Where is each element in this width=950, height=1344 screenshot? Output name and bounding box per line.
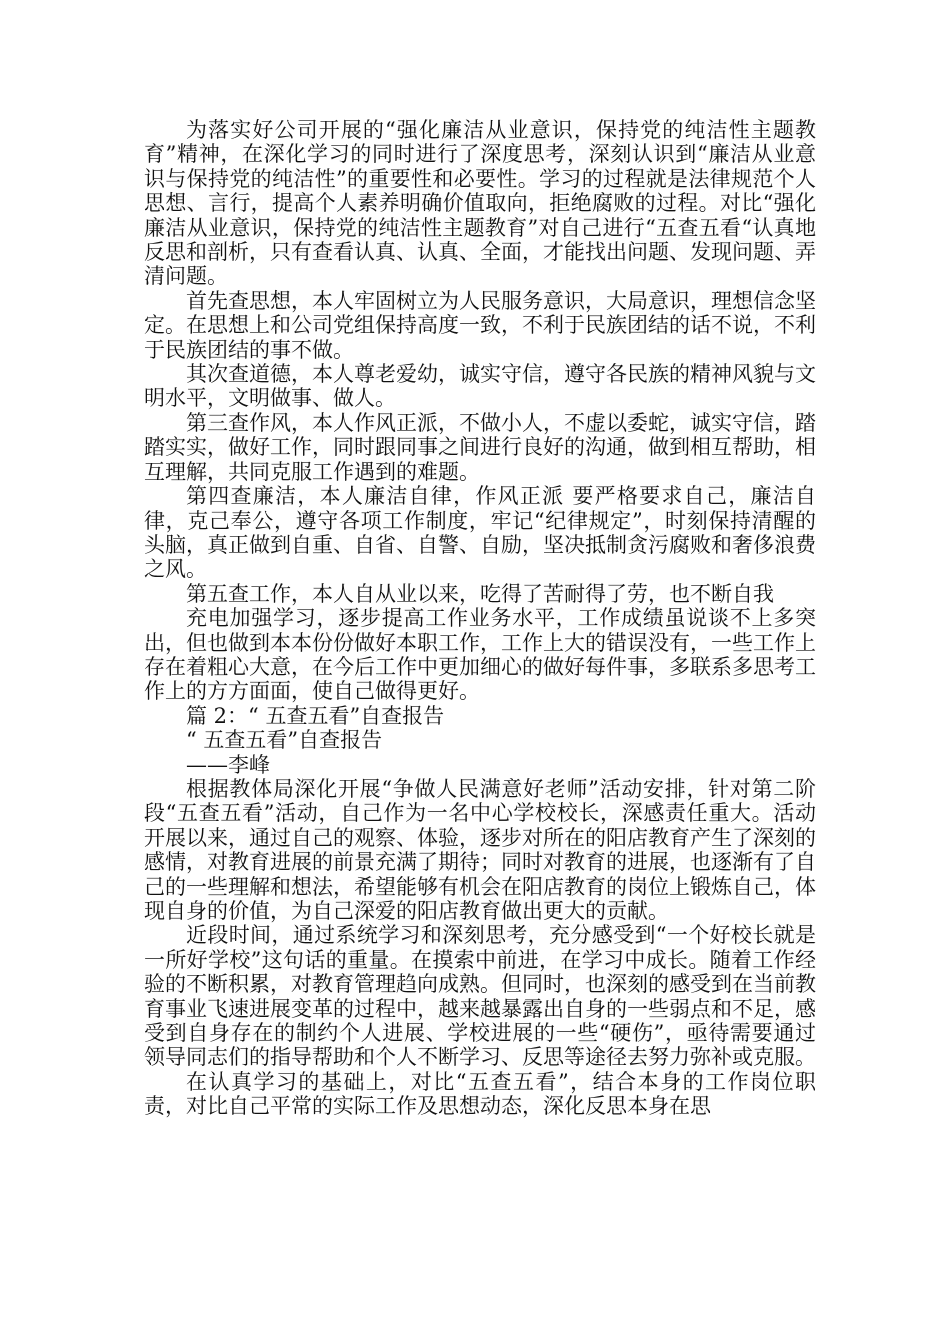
- paragraph-check-thought: 首先查思想，本人牢固树立为人民服务意识，大局意识，理想信念坚定。在思想上和公司党组保持高度一致，不利于民族团结的话不说，不利于民族团结的事不做。: [144, 288, 816, 362]
- paragraph-check-work: 第五查工作，本人自从业以来，吃得了苦耐得了劳，也不断自我: [186, 581, 774, 606]
- report-title: “ 五查五看”自查报告: [186, 728, 383, 753]
- paragraph-comparison: 在认真学习的基础上，对比“五查五看”，结合本身的工作岗位职责，对比自己平常的实际工作及思想动态，深化反思本身在思: [144, 1069, 816, 1119]
- paragraph-reflection: 近段时间，通过系统学习和深刻思考，充分感受到“一个好校长就是一所好学校”这句话的重量。在摸索中前进，在学习中成长。随着工作经验的不断积累，对教育管理趋向成熟。但同时，也深刻的感受到在当前教育事业飞速进展变革的过程中，越来越暴露出自身的一些弱点和不足，感受到自身存在的制约个人进展、学校进展的一些“硬伤”，亟待需要通过领导同志们的指导帮助和个人不断学习、反思等途径去努力弥补或克服。: [144, 923, 816, 1070]
- paragraph-check-morality: 其次查道德，本人尊老爱幼，诚实守信，遵守各民族的精神风貌与文明水平，文明做事、做人。: [144, 362, 816, 411]
- paragraph-check-integrity: 第四查廉洁，本人廉洁自律，作风正派 要严格要求自己，廉洁自律，克己奉公，遵守各项工作制度，牢记“纪律规定”，时刻保持清醒的头脑，真正做到自重、自省、自警、自励，坚决抵制贪污腐败和奢侈浪费之风。: [144, 484, 816, 582]
- paragraph-intro: 为落实好公司开展的“强化廉洁从业意识，保持党的纯洁性主题教育”精神，在深化学习的同时进行了深度思考，深刻认识到“廉洁从业意识与保持党的纯洁性”的重要性和必要性。学习的过程就是法律规范个人思想、言行，提高个人素养明确价值取向，拒绝腐败的过程。对比“强化廉洁从业意识，保持党的纯洁性主题教育”对自己进行“五查五看“认真地反思和剖析，只有查看认真、认真、全面，才能找出问题、发现问题、弄清问题。: [144, 118, 816, 289]
- report-author: ——李峰: [186, 752, 270, 777]
- paragraph-background: 根据教体局深化开展“争做人民满意好老师”活动安排，针对第二阶段“五查五看”活动，自己作为一名中心学校校长，深感责任重大。活动开展以来，通过自己的观察、体验，逐步对所在的阳店教育产生了深刻的感情，对教育进展的前景充满了期待；同时对教育的进展，也逐渐有了自己的一些理解和想法，希望能够有机会在阳店教育的岗位上锻炼自己，体现自身的价值，为自己深爱的阳店教育做出更大的贡献。: [144, 776, 816, 923]
- paragraph-continued-study: 充电加强学习，逐步提高工作业务水平，工作成绩虽说谈不上多突出，但也做到本本份份做好本职工作，工作上大的错误没有，一些工作上存在着粗心大意，在今后工作中更加细心的做好每件事，多联系多思考工作上的方方面面，使自己做得更好。: [144, 606, 816, 704]
- document-body: [144, 118, 816, 1119]
- section-heading: 篇 2：“ 五查五看”自查报告: [186, 703, 445, 728]
- paragraph-check-style: 第三查作风，本人作风正派，不做小人，不虚以委蛇，诚实守信，踏踏实实，做好工作，同时跟同事之间进行良好的沟通，做到相互帮助，相互理解，共同克服工作遇到的难题。: [144, 410, 816, 484]
